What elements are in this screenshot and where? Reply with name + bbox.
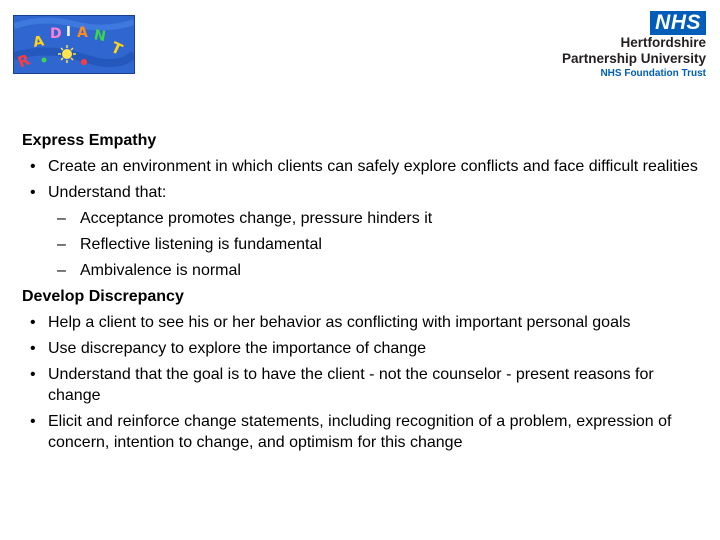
org-name-line1: Hertfordshire: [620, 35, 706, 50]
bullet-item: [22, 156, 702, 177]
bullet-text: Understand that the goal is to have the client - not the counselor - present reasons for change: [48, 366, 654, 404]
bullet-glyph: •: [30, 366, 36, 383]
bullet-text: Elicit and reinforce change statements, including recognition of a problem, expression of concern, intention to change, and optimism for this change: [48, 413, 672, 451]
org-name-line3: NHS Foundation Trust: [600, 68, 706, 79]
sub-bullet-item: [22, 234, 702, 255]
svg-text:A: A: [77, 25, 88, 41]
bullet-glyph: •: [30, 158, 36, 175]
bullet-glyph: •: [30, 184, 36, 201]
section-heading: Express Empathy: [22, 132, 157, 149]
sub-bullet-text: Reflective listening is fundamental: [80, 236, 322, 253]
nhs-trust-logo: [562, 11, 706, 80]
bullet-item: [22, 312, 702, 333]
sub-bullet-item: [22, 208, 702, 229]
bullet-text: Use discrepancy to explore the importance of change: [48, 340, 426, 357]
bullet-item: [22, 338, 702, 359]
bullet-text: Help a client to see his or her behavior as conflicting with important personal goals: [48, 314, 631, 331]
svg-text:R: R: [15, 50, 33, 72]
sub-bullet-item: [22, 260, 702, 281]
svg-text:T: T: [108, 38, 126, 59]
svg-text:A: A: [31, 33, 46, 51]
org-name-line2: Partnership University: [561, 51, 706, 66]
bullet-item: [22, 364, 702, 406]
nhs-badge: NHS: [650, 11, 706, 35]
section-heading: Develop Discrepancy: [22, 288, 184, 305]
bullet-item: [22, 411, 702, 453]
svg-text:I: I: [66, 25, 71, 40]
bullet-text: Understand that:: [48, 184, 167, 201]
bullet-glyph: •: [30, 413, 36, 430]
dash-glyph: –: [57, 262, 66, 279]
dash-glyph: –: [57, 236, 66, 253]
bullet-glyph: •: [30, 340, 36, 357]
bullet-glyph: •: [30, 314, 36, 331]
radiant-logo: [13, 15, 135, 74]
sub-bullet-text: Ambivalence is normal: [80, 262, 241, 279]
bullet-item: [22, 182, 702, 203]
dash-glyph: –: [57, 210, 66, 227]
slide-body: [22, 130, 702, 458]
sub-bullet-text: Acceptance promotes change, pressure hinders it: [80, 210, 433, 227]
svg-text:N: N: [92, 27, 108, 46]
bullet-text: Create an environment in which clients can safely explore conflicts and face difficult realities: [48, 158, 698, 175]
svg-text:D: D: [50, 26, 62, 42]
